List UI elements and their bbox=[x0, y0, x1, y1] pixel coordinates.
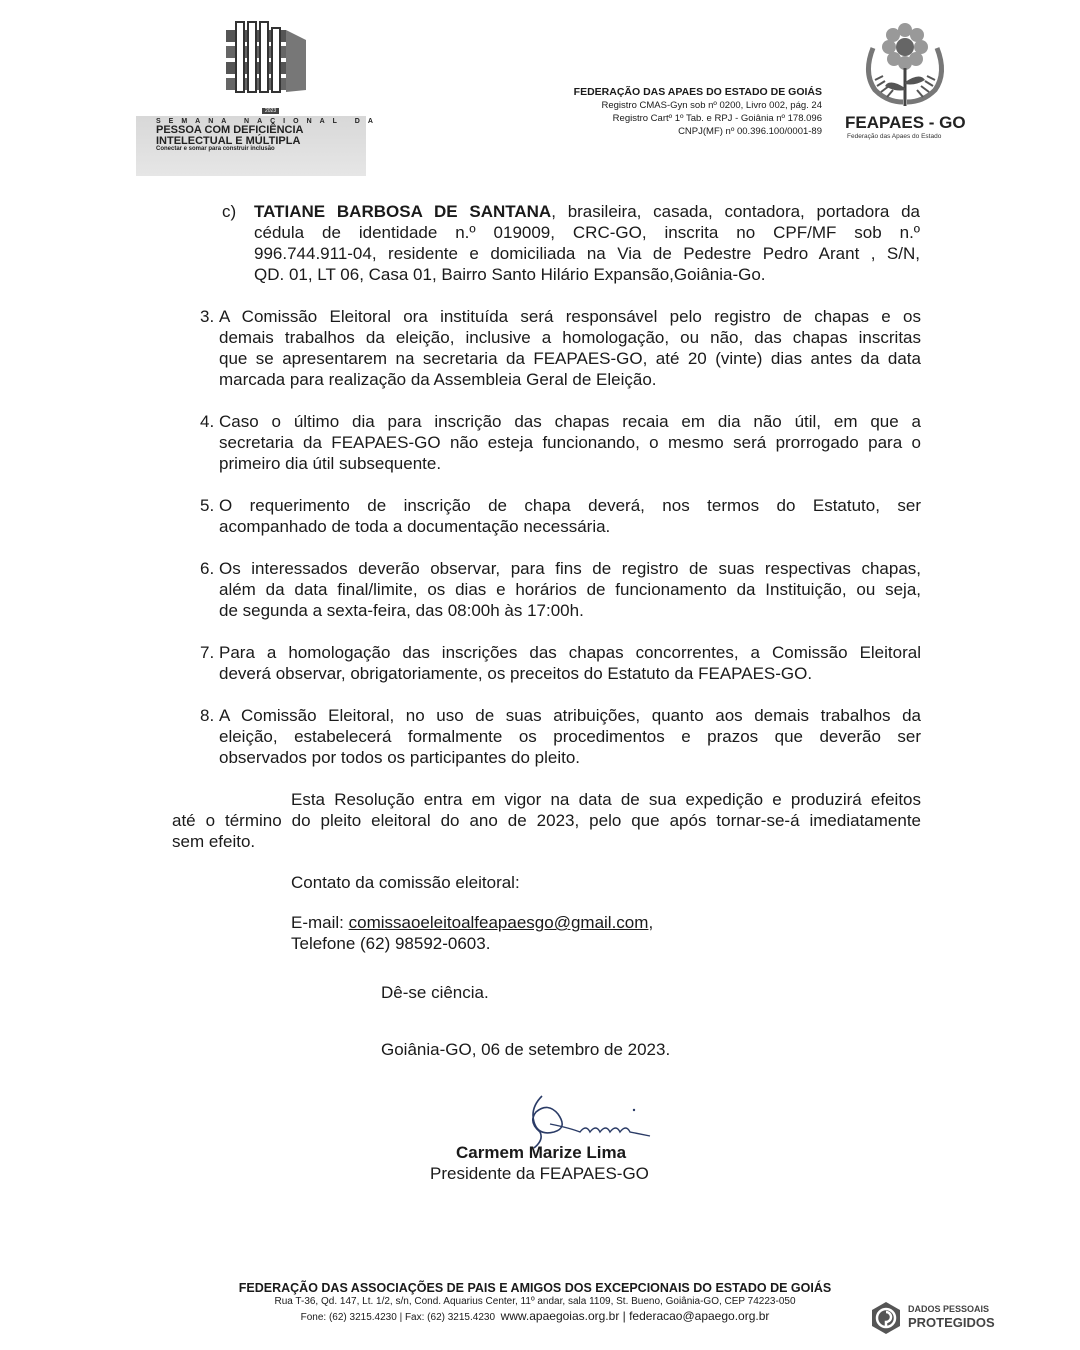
item-4-number: 4. bbox=[200, 412, 215, 431]
flower-hands-icon bbox=[845, 18, 975, 113]
footer-web[interactable]: www.apaegoias.org.br | federacao@apaego.org.br bbox=[500, 1309, 770, 1323]
item-5-number: 5. bbox=[200, 496, 215, 515]
header-registry-2: Registro Cartº 1º Tab. e RPJ - Goiânia nº 178.096 bbox=[612, 113, 822, 124]
contact-heading: Contato da comissão eleitoral: bbox=[291, 873, 520, 892]
closing-line-2: até o término do pleito eleitoral do ano de 2023, pelo que após tornar-se-á imediatamente bbox=[172, 811, 921, 830]
item-3-line-4: marcada para realização da Assembleia Geral de Eleição. bbox=[219, 370, 657, 389]
header-org-name: FEDERAÇÃO DAS APAES DO ESTADO DE GOIÁS bbox=[573, 86, 822, 98]
item-5-line-1: O requerimento de inscrição de chapa deverá, nos termos do Estatuto, ser bbox=[219, 496, 921, 515]
item-5-line-2: acompanhado de toda a documentação necessária. bbox=[219, 517, 611, 536]
item-8-paragraph bbox=[219, 705, 921, 768]
books-stack-icon bbox=[206, 20, 366, 116]
item-3-number: 3. bbox=[200, 307, 215, 326]
item-4-paragraph bbox=[219, 411, 921, 474]
header-registry-3: CNPJ(MF) nº 00.396.100/0001-89 bbox=[678, 126, 822, 137]
email-line bbox=[291, 912, 653, 933]
item-3-line-2: demais trabalhos da eleição, inclusive a homologação, ou não, das chapas inscritas bbox=[219, 328, 921, 347]
email-suffix: , bbox=[648, 913, 654, 932]
item-6-paragraph bbox=[219, 558, 921, 621]
item-5-paragraph bbox=[219, 495, 921, 537]
item-6-line-2: além da data final/limite, os dias e horários de funcionamento da Instituição, ou seja, bbox=[219, 580, 921, 599]
item-4-line-2: secretaria da FEAPAES-GO não esteja funcionando, o mesmo será prorrogado para o bbox=[219, 433, 921, 452]
item-7-number: 7. bbox=[200, 643, 215, 662]
item-6-line-3: de segunda a sexta-feira, das 08:00h às 17:00h. bbox=[219, 601, 584, 620]
item-c-line-1: , brasileira, casada, contadora, portadora da bbox=[551, 202, 920, 221]
feapaes-subtitle: Federação das Apaes do Estado bbox=[847, 133, 942, 140]
footer-address: Rua T-36, Qd. 147, Lt. 1/2, s/n, Cond. Aquarius Center, 11º andar, sala 1109, St. Bueno, Goiânia-GO, CEP 74223-050 bbox=[274, 1296, 796, 1307]
item-c-line-2: cédula de identidade n.º 019009, CRC-GO, inscrita no CPF/MF sob n.º bbox=[254, 223, 920, 242]
item-c-line-3: 996.744.911-04, residente e domiciliada na Via de Pedestre Pedro Arant , S/N, bbox=[254, 244, 920, 263]
item-7-paragraph bbox=[219, 642, 921, 684]
logo-badge: 2023 bbox=[262, 108, 279, 114]
feapaes-logo bbox=[845, 18, 975, 148]
logo-line-2: PESSOA COM DEFICIÊNCIA bbox=[156, 124, 304, 136]
header-registry-1: Registro CMAS-Gyn sob nº 0200, Livro 002, pág. 24 bbox=[601, 100, 822, 111]
signer-role: Presidente da FEAPAES-GO bbox=[430, 1164, 649, 1183]
handwritten-signature bbox=[500, 1088, 680, 1150]
shield-lock-icon bbox=[868, 1300, 904, 1336]
item-c-line-4: QD. 01, LT 06, Casa 01, Bairro Santo Hilário Expansão,Goiânia-Go. bbox=[254, 265, 766, 284]
privacy-badge bbox=[868, 1298, 993, 1338]
dese-ciencia: Dê-se ciência. bbox=[381, 983, 489, 1002]
item-4-line-3: primeiro dia útil subsequente. bbox=[219, 454, 442, 473]
phone-line: Telefone (62) 98592-0603. bbox=[291, 934, 491, 953]
feapaes-brand: FEAPAES - GO bbox=[845, 113, 966, 132]
item-7-line-2: deverá observar, obrigatoriamente, os preceitos do Estatuto da FEAPAES-GO. bbox=[219, 664, 813, 683]
item-c-name: TATIANE BARBOSA DE SANTANA bbox=[254, 202, 552, 221]
item-7-line-1: Para a homologação das inscrições das chapas concorrentes, a Comissão Eleitoral bbox=[219, 643, 921, 662]
item-3-line-3: que se apresentarem na secretaria da FEAPAES-GO, até 20 (vinte) dias antes da data bbox=[219, 349, 921, 368]
event-logo bbox=[136, 20, 381, 158]
logo-line-3: INTELECTUAL E MÚLTIPLA bbox=[156, 135, 301, 147]
signer-name: Carmem Marize Lima bbox=[456, 1143, 627, 1162]
privacy-line-2: PROTEGIDOS bbox=[908, 1315, 995, 1330]
item-8-line-2: eleição, estabelecerá formalmente os procedimentos e prazos que deverão ser bbox=[219, 727, 921, 746]
footer-contacts bbox=[180, 1309, 890, 1325]
email-label: E-mail: bbox=[291, 913, 349, 932]
item-c-label: c) bbox=[222, 202, 237, 221]
item-c-paragraph bbox=[254, 201, 920, 285]
footer-phones: Fone: (62) 3215.4230 | Fax: (62) 3215.4230 bbox=[300, 1312, 496, 1323]
closing-line-1: Esta Resolução entra em vigor na data de sua expedição e produzirá efeitos bbox=[291, 790, 921, 809]
item-3-paragraph bbox=[219, 306, 921, 390]
item-6-number: 6. bbox=[200, 559, 215, 578]
item-6-line-1: Os interessados deverão observar, para fins de registro de suas respectivas chapas, bbox=[219, 559, 921, 578]
item-4-line-1: Caso o último dia para inscrição das chapas recaia em dia não útil, em que a bbox=[219, 412, 921, 431]
closing-line-3: sem efeito. bbox=[172, 832, 256, 851]
item-8-line-1: A Comissão Eleitoral, no uso de suas atribuições, quanto aos demais trabalhos da bbox=[219, 706, 921, 725]
header-info bbox=[470, 86, 822, 138]
footer bbox=[180, 1281, 890, 1325]
logo-tagline: Conectar e somar para construir inclusão bbox=[156, 146, 275, 152]
privacy-line-1: DADOS PESSOAIS bbox=[908, 1304, 990, 1314]
logo-line-1: SEMANA NACIONAL DA bbox=[156, 118, 381, 125]
email-link[interactable]: comissaoeleitoalfeapaesgo@gmail.com bbox=[348, 913, 649, 932]
document-date: Goiânia-GO, 06 de setembro de 2023. bbox=[381, 1040, 671, 1059]
closing-paragraph bbox=[172, 789, 921, 852]
item-3-line-1: A Comissão Eleitoral ora instituída será responsável pelo registro de chapas e os bbox=[219, 307, 921, 326]
item-8-line-3: observados por todos os participantes do pleito. bbox=[219, 748, 581, 767]
item-8-number: 8. bbox=[200, 706, 215, 725]
footer-org: FEDERAÇÃO DAS ASSOCIAÇÕES DE PAIS E AMIGOS DOS EXCEPCIONAIS DO ESTADO DE GOIÁS bbox=[238, 1281, 832, 1295]
